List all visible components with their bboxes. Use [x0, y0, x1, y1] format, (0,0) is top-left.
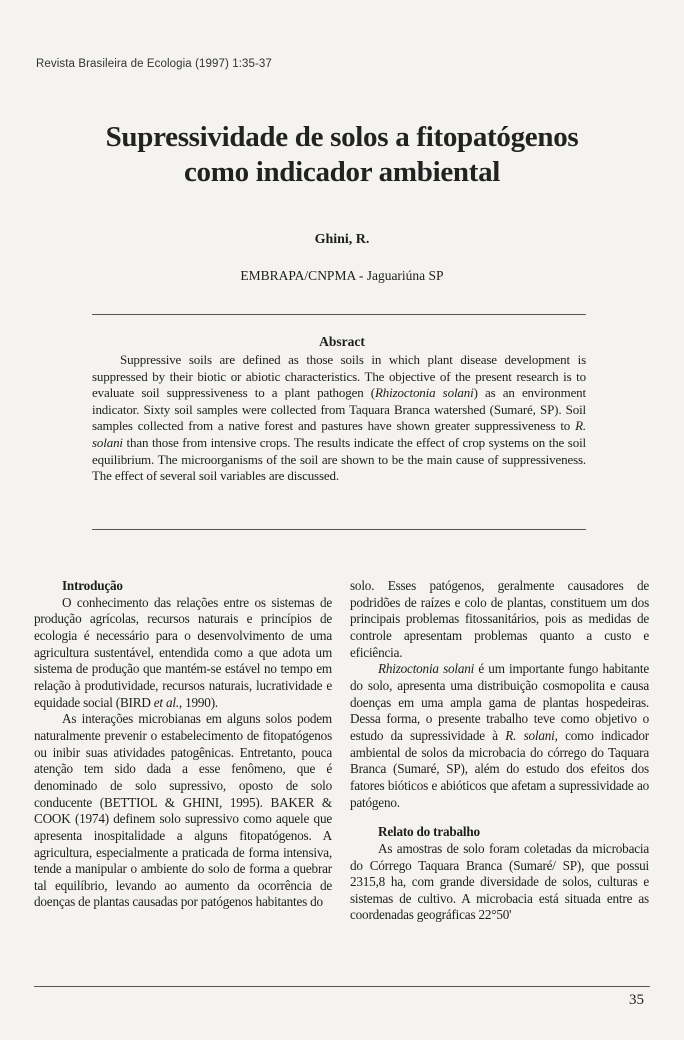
- intro-p1-etal: et al.: [153, 694, 179, 710]
- abstract-text-1: Suppressive soils are defined as those soils in which plant disease development is suppressed by their biotic or abiotic characteristics. The objective of the present research is to evaluate soil suppressiveness to a plant pathogen (: [92, 352, 586, 401]
- author-affiliation: EMBRAPA/CNPMA - Jaguariúna SP: [240, 268, 444, 283]
- intro-paragraph-2-continued: solo. Esses patógenos, geralmente causadores de podridões de raízes e colo de plantas, constituem um dos principais problemas fitossanitários, pois as medidas de controle apresentam problemas quanto a custo e eficiência.: [350, 578, 649, 660]
- abstract-body: [92, 352, 586, 485]
- report-paragraph-1: As amostras de solo foram coletadas da microbacia do Córrego Taquara Branca (Sumaré/ SP), que possui 2315,8 ha, com grande diversidade de solos, culturas e sistemas de cultivo. A microbacia está situada entre as coordenadas geográficas 22°50': [350, 840, 649, 923]
- intro-p1-text: O conhecimento das relações entre os sistemas de produção agrícolas, recursos naturais e princípios de ecologia é necessário para o desenvolvimento de uma agricultura sustentável, entendida como a que adota um sistema de produção que mantém-se estável no tempo em relação à produtividade, recursos naturais, lucratividade e equidade social (BIRD: [34, 594, 332, 710]
- abstract-species-1: Rhizoctonia solani: [375, 385, 474, 401]
- intro-p3-end: , como indicador ambiental de solos da microbacia do córrego do Taquara Branca (Sumaré, SP), além do estudo dos efeitos dos fatores bióticos e abióticos que afetam a supressividade ao patógeno.: [350, 727, 649, 810]
- author-name: Ghini, R.: [314, 232, 370, 247]
- abstract-text-3: than those from intensive crops. The results indicate the effect of crop systems on the soil equilibrium. The microorganisms of the soil are shown to be the main cause of suppressiveness. The effect of several soil variables are discussed.: [92, 434, 586, 484]
- report-heading: Relato do trabalho: [378, 824, 480, 840]
- abstract-text-2: ) as an environment indicator. Sixty soil samples were collected from Taquara Branca watershed (Sumaré, SP). Soil samples collected from a native forest and pastures have shown greater suppressiveness to: [92, 385, 586, 434]
- intro-paragraph-3: [350, 661, 649, 811]
- intro-heading: Introdução: [62, 578, 123, 593]
- intro-paragraph-2: As interações microbianas em alguns solos podem naturalmente prevenir o estabelecimento de fitopatógenos ou inibir suas atividades patogênicas. Entretanto, pouca atenção tem sido dada a esse fenômeno, que é denominado de solo supressivo, oposto de solo conducente (BETTIOL & GHINI, 1995). BAKER & COOK (1974) definem solo supressivo como aquele que apresenta inospitalidade a alguns fitopatógenos. A agricultura, especialmente a praticada de forma intensiva, tende a manipular o ambiente do solo de forma a quebrar tal equilíbrio, levando ao aumento da ocorrência de doenças de plantas causadas por patógenos habitantes do: [34, 711, 332, 910]
- title-line-2: como indicador ambiental: [183, 156, 501, 188]
- top-divider: [92, 314, 586, 315]
- article-title: [40, 120, 644, 190]
- abstract-heading: Absract: [319, 334, 365, 349]
- left-column: [34, 578, 332, 911]
- intro-p3-text: é um importante fungo habitante do solo, apresenta uma distribuição cosmopolita e causa doenças em uma ampla gama de plantas hospedeiras. Dessa forma, o presente trabalho teve como objetivo o estudo da supressividade à: [350, 661, 649, 743]
- right-column: [350, 578, 649, 924]
- footer-divider: [34, 986, 650, 987]
- intro-paragraph-1: [34, 595, 332, 712]
- bottom-divider: [92, 529, 586, 530]
- intro-p3-species-2: R. solani: [505, 727, 555, 743]
- journal-citation: Revista Brasileira de Ecologia (1997) 1:35-37: [36, 58, 272, 70]
- intro-p1-end: , 1990).: [178, 694, 218, 710]
- title-line-1: Supressividade de solos a fitopatógenos: [105, 121, 579, 153]
- page-number: 35: [629, 992, 644, 1008]
- abstract-species-2: R. solani: [92, 418, 586, 450]
- intro-p3-species: Rhizoctonia solani: [378, 661, 475, 677]
